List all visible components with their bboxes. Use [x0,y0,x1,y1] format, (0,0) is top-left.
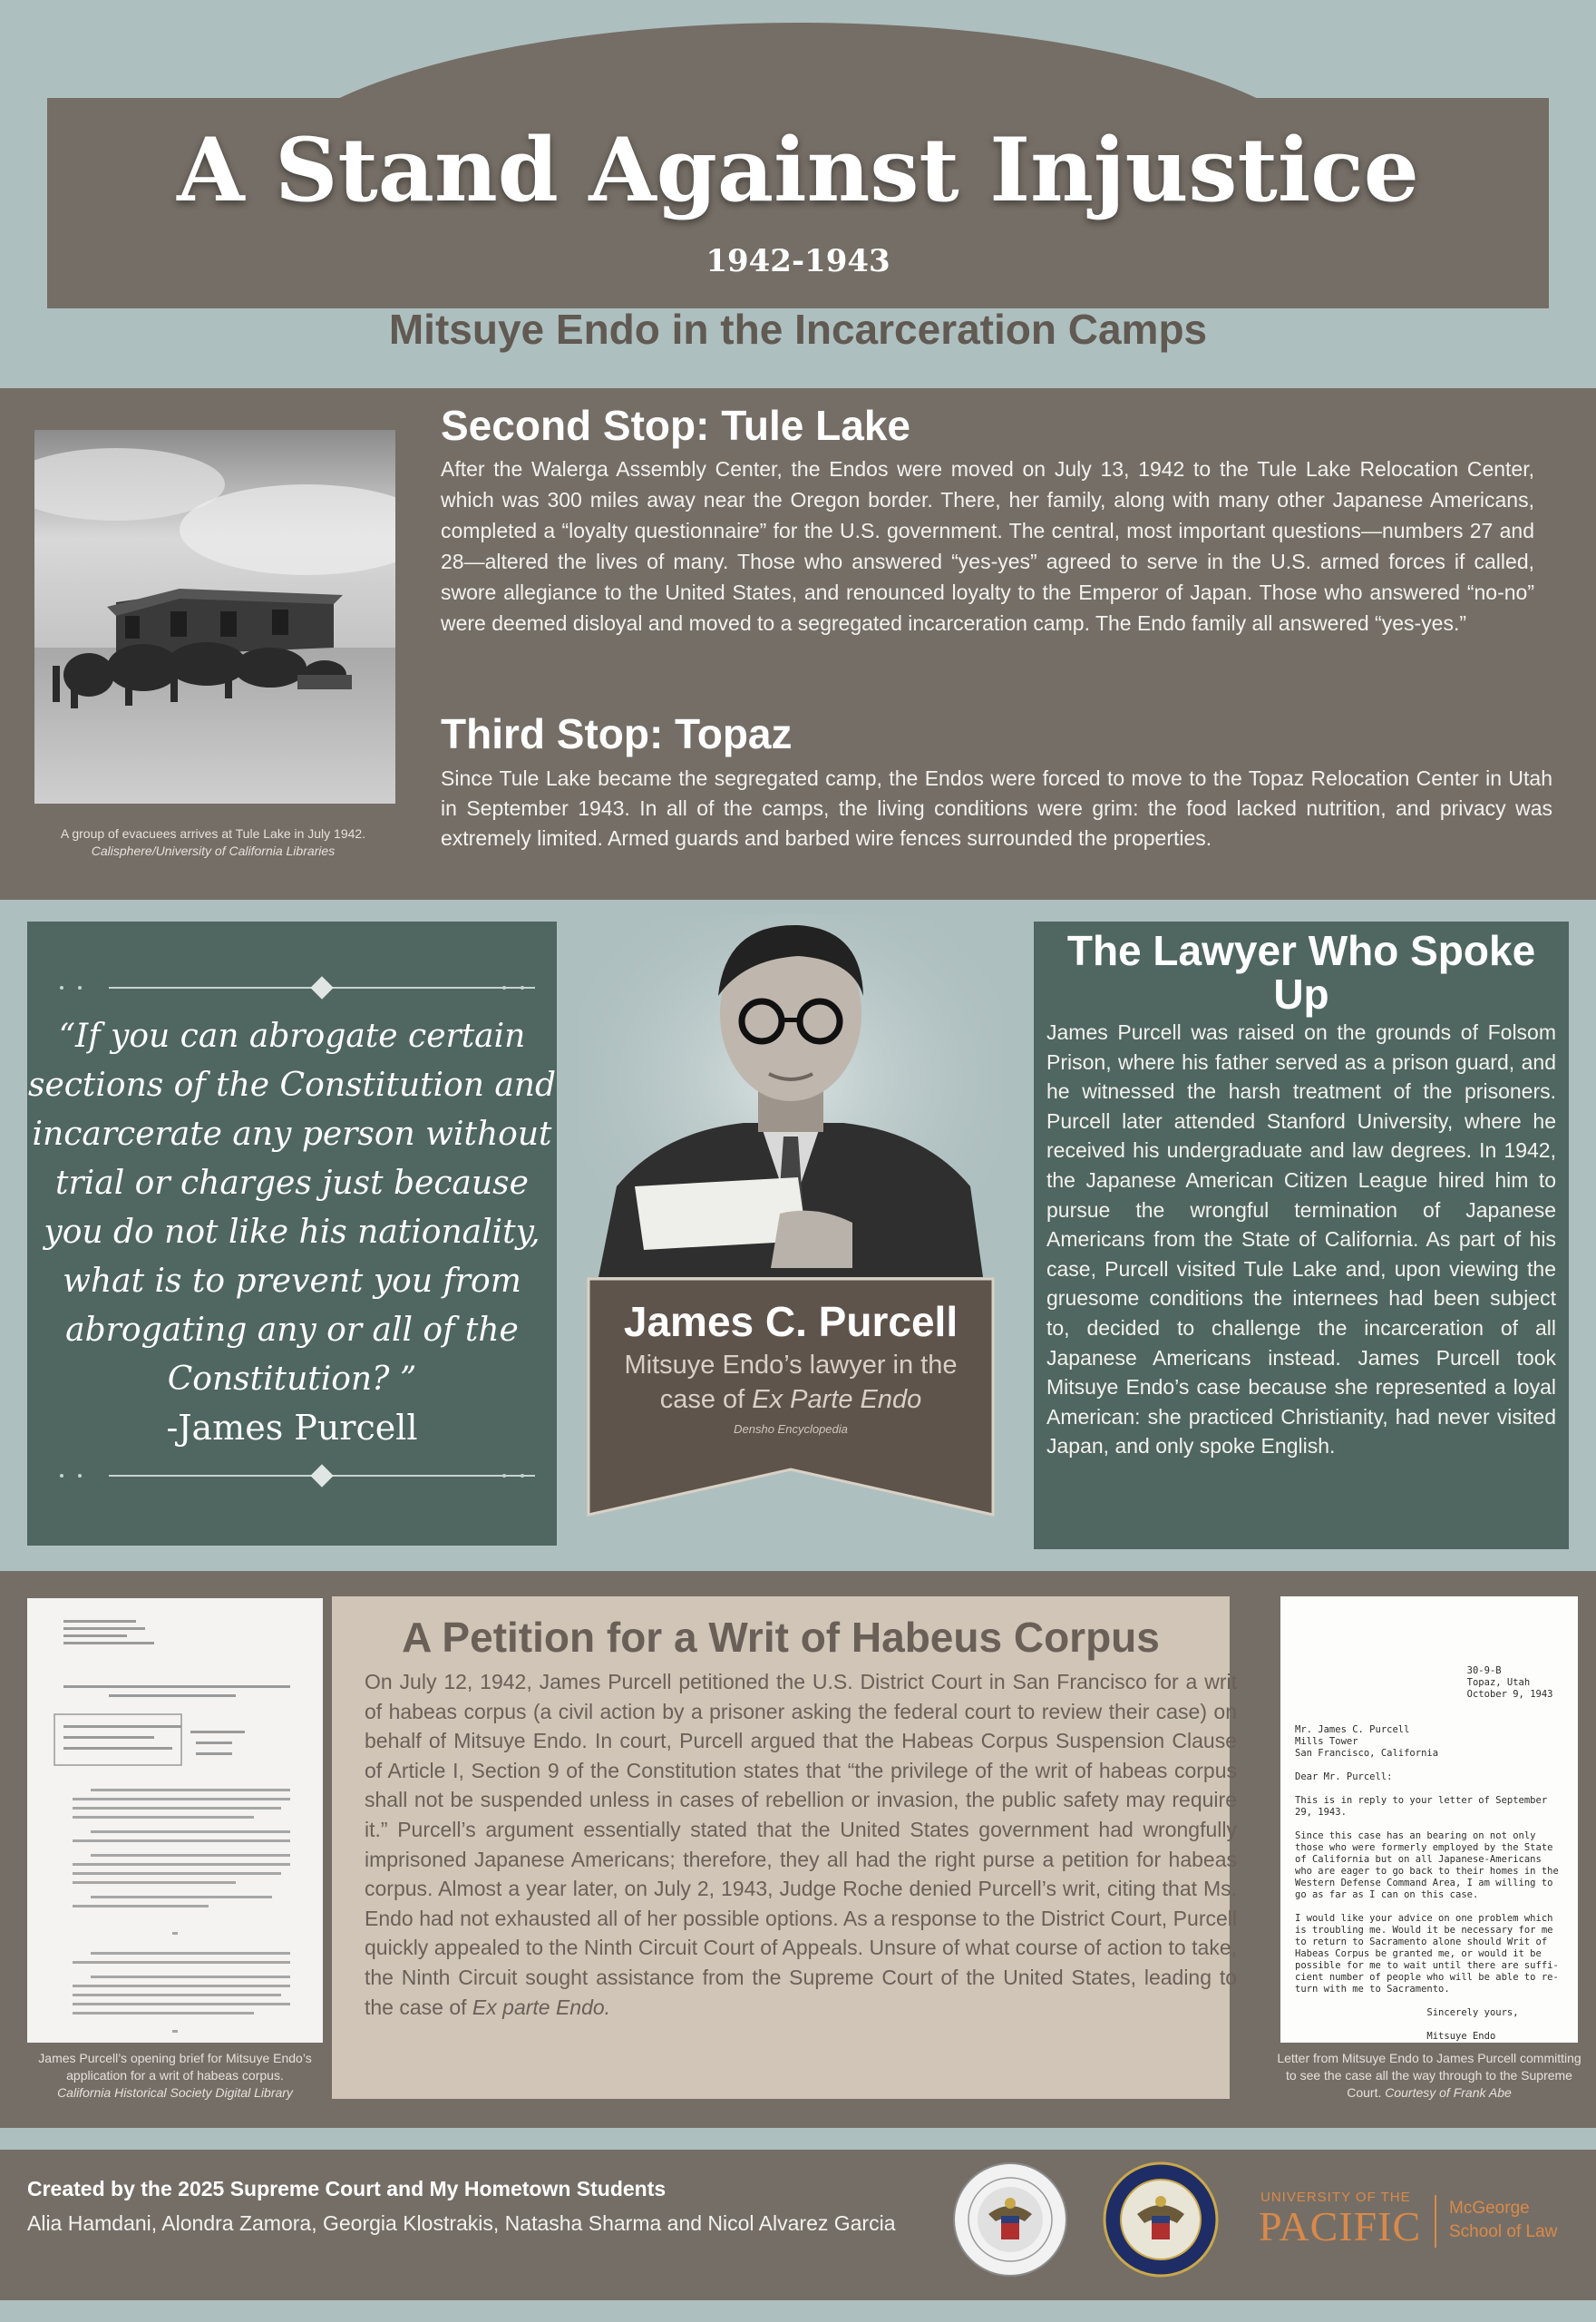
letter-caption-text: Letter from Mitsuye Endo to James Purcell committing to see the case all the way through to the Supreme Court. [1277,2051,1581,2100]
topaz-heading: Third Stop: Topaz [441,710,793,757]
eastern-district-court-seal-icon [1103,2161,1219,2278]
endo-letter-document [1280,1596,1578,2043]
tule-lake-photo [34,430,395,804]
brief-caption-text: James Purcell’s opening brief for Mitsuye Endo’s application for a writ of habeas corpus. [38,2051,312,2083]
credits-title: Created by the 2025 Supreme Court and My Hometown Students [27,2177,667,2200]
credits-names: Alia Hamdani, Alondra Zamora, Georgia Klostrakis, Natasha Sharma and Nicol Alvarez Garcia [27,2211,896,2235]
purcell-role [600,1348,981,1417]
letter-caption [1271,2050,1587,2102]
opening-brief-document [27,1598,323,2043]
uop-logo-school-2: School of Law [1449,2222,1558,2241]
topaz-body: Since Tule Lake became the segregated camp, the Endos were forced to move to the Topaz Relocation Center in Utah in September 1943. In all of the camps, the living conditions were grim: the food lacked nutrition, and privacy was extremely limited. Armed guards and barbed wire fences surrounded the properties. [441,766,1552,850]
ornament-dot [502,1474,506,1478]
ornament-dot [521,1474,524,1478]
petition-body-text: On July 12, 1942, James Purcell petitioned the U.S. District Court in San Francisco for a writ of habeas corpus (a civil action by a prisoner asking the federal court to review their case) on behalf of Mitsuye Endo. In court, Purcell argued that the Habeas Corpus Suspension Clause of Article I, Section 9 of the Constitution states that “the privilege of the writ of habeas corpus shall not be suspended unless in cases of rebellion or invasion, the public safety may require it.” Purcell’s argument essentially stated that the United States government had wrongfully imprisoned Japanese Americans; therefore, they all had the right purse a petition for habeas corpus. Almost a year later, on July 2, 1943, Judge Roche denied Purcell’s writ, citing that Ms. Endo had not exhausted all of her possible options. As a response to the District Court, Purcell quickly appealed to the Ninth Circuit Court of Appeals. Unsure of what course of action to take, the Ninth Circuit sought assistance from the Supreme Court of the United States, leading to the case of [365,1670,1237,2019]
ornament-dot [60,1474,63,1478]
endo-letter-text: 30-9-B Topaz, Utah October 9, 1943 Mr. James C. Purcell Mills Tower San Francisco, California Dear Mr. Purcell: This is in reply to your letter of September 29, 1943. Since this case has an bearing on not only those who were formerly employed by the State of California but on all Japanese-Americans who are eager to go back to their homes in the Western Defense Command Area, I am willing to go as far as I can on this case. I would like your advice on one problem which is troubling me. Would it be necessary for me to return to Sacramento alone should Writ of Habeas Corpus be granted me, or would it be possible for me to wait until there are suffi- cient number of people who will be able to re- turn with me to Sacramento. Sincerely yours, Mitsuye Endo [1295,1665,1559,2042]
supreme-court-historical-society-seal-icon [952,2161,1068,2278]
ornament-dot [78,986,82,990]
ornament-dot [502,986,506,990]
ornament-dot [521,986,524,990]
purcell-role-case: Ex Parte Endo [752,1385,922,1414]
brief-caption [20,2050,330,2102]
brief-credit: California Historical Society Digital Library [57,2085,293,2100]
tule-photo-caption-text: A group of evacuees arrives at Tule Lake in July 1942. [60,826,366,841]
page-title: A Stand Against Injustice [177,119,1419,221]
purcell-quote: “If you can abrogate certain sections of the Constitution and incarcerate any person without trial or charges just because you do not like his nationality, what is to prevent you from abrogating any or all of the Constitution? ” [27,1018,557,1398]
petition-body [365,1667,1237,2022]
uop-logo-main: PACIFIC [1259,2203,1422,2249]
ornament-dot [60,986,63,990]
letter-credit: Courtesy of Frank Abe [1385,2085,1512,2100]
tule-photo-credit: Calisphere/University of California Libraries [91,844,336,858]
ornament-diamond-top [310,976,333,999]
lawyer-heading: The Lawyer Who Spoke Up [1066,927,1536,1018]
ornament-dot [78,1474,82,1478]
purcell-role-text: Mitsuye Endo’s lawyer in the case of [624,1351,958,1414]
tule-photo-caption [27,825,399,860]
lawyer-body: James Purcell was raised on the grounds of Folsom Prison, where his father served as a prison guard, and he witnessed the harsh treatment of the prisoners. Purcell later attended Stanford University, where he received his undergraduate and law degrees. In 1942, the Japanese American Citizen League hired him to pursue the wrongful termination of Japanese Americans from the State of California. As part of his case, Purcell visited Tule Lake and, upon viewing the gruesome conditions the internees had been subject to, decided to challenge the incarceration of all Japanese Americans instead. James Purcell took Mitsuye Endo’s case because she represented a loyal American: she practiced Christianity, had never visited Japan, and only spoke English. [1046,1020,1556,1459]
petition-heading: A Petition for a Writ of Habeus Corpus [402,1614,1160,1661]
uop-logo-top: UNIVERSITY OF THE [1260,2190,1411,2205]
page-subtitle: Mitsuye Endo in the Incarceration Camps [388,306,1208,353]
ornament-diamond-bottom [310,1464,333,1487]
uop-logo-school-1: McGeorge [1449,2199,1530,2218]
purcell-name: James C. Purcell [623,1298,959,1345]
tule-lake-heading: Second Stop: Tule Lake [441,402,910,449]
tule-lake-body: After the Walerga Assembly Center, the Endos were moved on July 13, 1942 to the Tule Lake Relocation Center, which was 300 miles away near the Oregon border. There, her family, along with many other Japanese Americans, completed a “loyalty questionnaire” for the U.S. government. The central, most important questions—numbers 27 and 28—altered the lives of many. Those who answered “yes-yes” agreed to serve in the U.S. armed forces if called, swore allegiance to the United States, and renounced loyalty to the Emperor of Japan. Those who answered “no-no” were deemed disloyal and moved to a segregated incarceration camp. The Endo family all answered “yes-yes.” [441,457,1534,635]
quote-author: -James Purcell [166,1408,418,1448]
purcell-photo-credit: Densho Encyclopedia [734,1422,848,1436]
purcell-portrait [580,914,1001,1277]
petition-case-name: Ex parte Endo. [472,1995,611,2019]
uop-logo-divider [1435,2195,1436,2248]
page-years: 1942-1943 [706,243,890,279]
